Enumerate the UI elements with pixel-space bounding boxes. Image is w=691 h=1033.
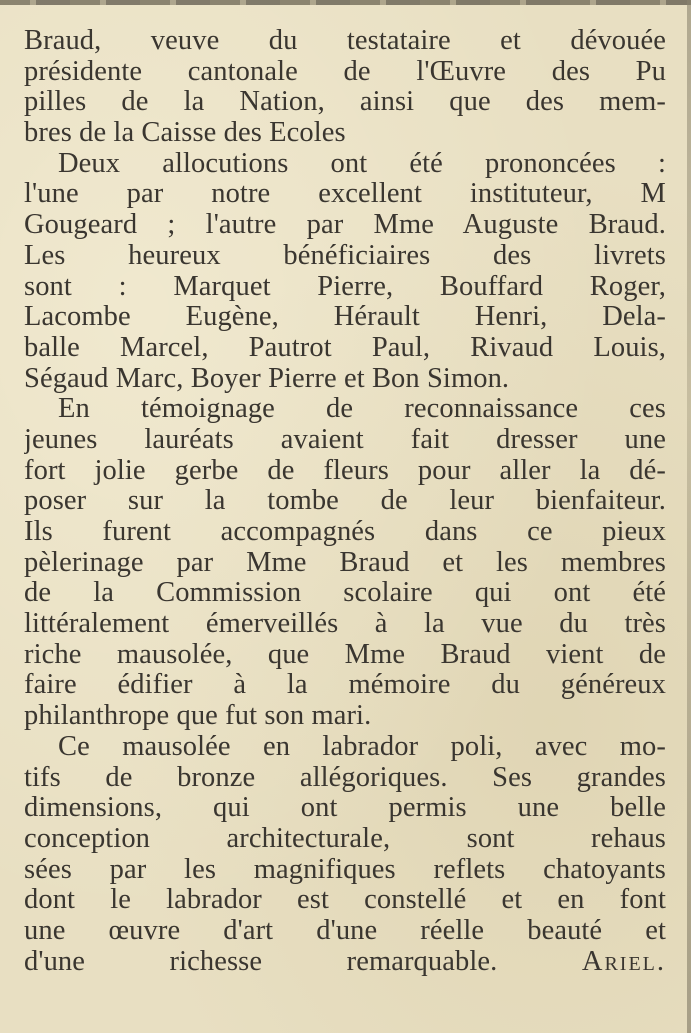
text-line: Ségaud Marc, Boyer Pierre et Bon Simon. <box>24 363 510 394</box>
text-line: balle Marcel, Pautrot Paul, Rivaud Louis, <box>24 332 666 363</box>
text-line: de la Commission scolaire qui ont été <box>24 578 666 609</box>
article-column <box>24 26 666 977</box>
text-line: pilles de la Nation, ainsi que des mem- <box>24 87 666 118</box>
text-line: une œuvre d'art d'une réelle beauté et <box>24 915 666 946</box>
text-line: faire édifier à la mémoire du généreux <box>24 670 666 701</box>
text-line: dimensions, qui ont permis une belle <box>24 793 666 824</box>
text-line: philanthrope que fut son mari. <box>24 701 372 732</box>
text-line: pèlerinage par Mme Braud et les membres <box>24 547 666 578</box>
text-line: jeunes lauréats avaient fait dresser une <box>24 424 666 455</box>
text-line: poser sur la tombe de leur bienfaiteur. <box>24 486 666 517</box>
closing-text: d'une richesse remarquable. <box>24 946 498 977</box>
text-line: littéralement émerveillés à la vue du très <box>24 609 666 640</box>
text-line: bres de la Caisse des Ecoles <box>24 118 346 149</box>
column-edge-shadow <box>687 0 691 1033</box>
text-line: sées par les magnifiques reflets chatoyants <box>24 854 666 885</box>
text-line: Lacombe Eugène, Hérault Henri, Dela- <box>24 302 666 333</box>
text-line: présidente cantonale de l'Œuvre des Pu <box>24 56 666 87</box>
text-line: Braud, veuve du testataire et dévouée <box>24 26 666 56</box>
text-line: En témoignage de reconnaissance ces <box>58 394 666 425</box>
text-line: conception architecturale, sont rehaus <box>24 823 666 854</box>
text-line: fort jolie gerbe de fleurs pour aller la dé- <box>24 455 666 486</box>
text-line: l'une par notre excellent instituteur, M <box>24 179 666 210</box>
top-column-rule <box>0 0 691 5</box>
closing-line <box>24 947 666 978</box>
text-line: dont le labrador est constellé et en font <box>24 885 666 916</box>
paragraph-3 <box>24 394 666 732</box>
text-line: Ce mausolée en labrador poli, avec mo- <box>58 731 666 762</box>
text-line: tifs de bronze allégoriques. Ses grandes <box>24 762 666 793</box>
text-line: Deux allocutions ont été prononcées : <box>58 148 666 179</box>
text-line: Ils furent accompagnés dans ce pieux <box>24 517 666 547</box>
text-line: Les heureux bénéficiaires des livrets <box>24 240 666 271</box>
paragraph-1 <box>24 26 666 149</box>
text-line: Gougeard ; l'autre par Mme Auguste Braud. <box>24 210 666 241</box>
text-line: sont : Marquet Pierre, Bouffard Roger, <box>24 271 666 302</box>
text-line: riche mausolée, que Mme Braud vient de <box>24 639 666 670</box>
paragraph-4 <box>24 732 666 978</box>
author-signature: Ariel. <box>581 946 666 977</box>
paragraph-2 <box>24 149 666 395</box>
